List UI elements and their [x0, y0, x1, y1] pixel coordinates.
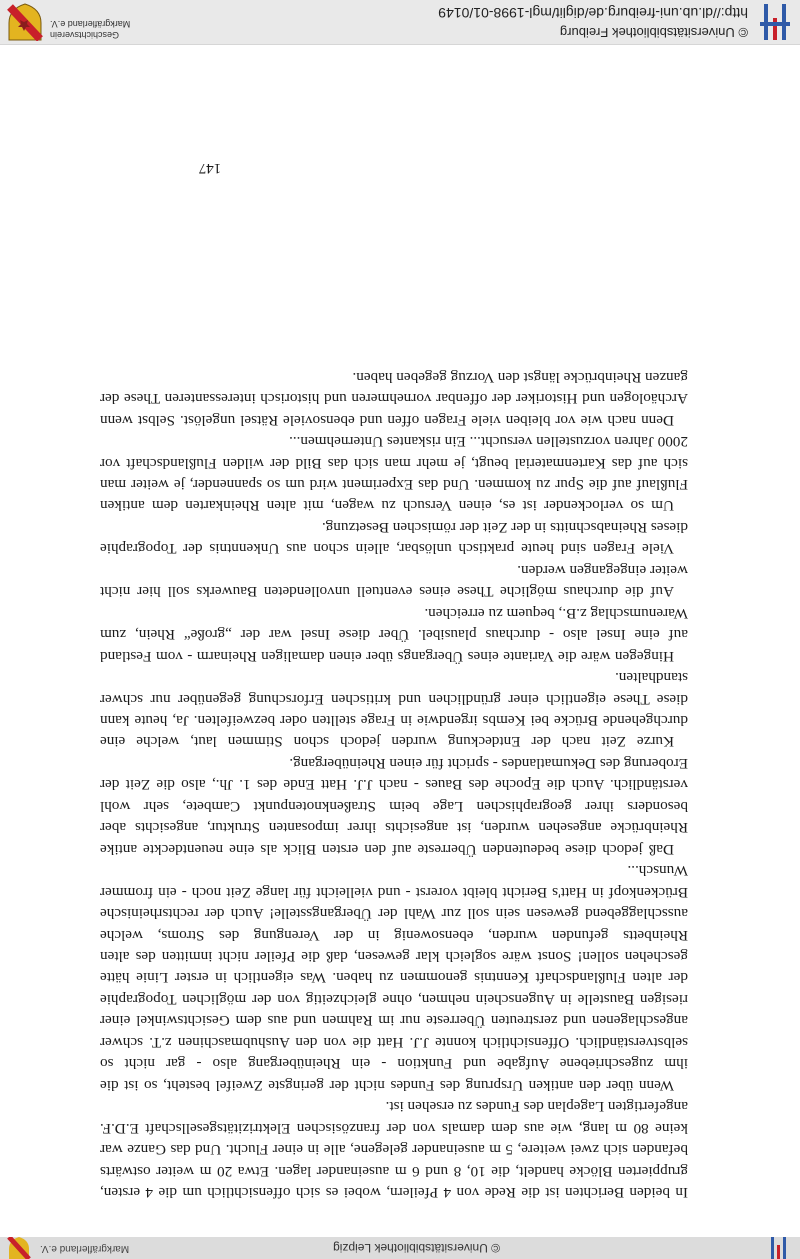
paragraph: Auf die durchaus mögliche These eines eventuell unvollendeten Bauwerks soll hier nicht weiter eingegangen werden.	[100, 561, 688, 601]
paragraph: Hingegen wäre die Variante eines Übergangs über einen damaligen Rheinarm - vom Festland auf eine Insel also - durchaus plausibel. Über diese Insel war der „große“ Rhein, zum Warenumschlag z.B., bequem zu erreichen.	[100, 604, 688, 665]
header-copyright: © Universitätsbibliothek Leipzig	[333, 1241, 500, 1255]
society-crest-icon	[6, 3, 44, 41]
header-bar	[0, 1237, 800, 1259]
article-text	[100, 366, 688, 1203]
footer-bar	[0, 0, 800, 45]
university-library-logo-icon	[760, 4, 790, 40]
paragraph: Viele Fragen sind heute praktisch unlösbar, allein schon aus Unkenntnis der Topographie dieses Rheinabschnitts in der Zeit der römischen Besetzung.	[100, 518, 688, 558]
footer-url[interactable]: http://dl.ub.uni-freiburg.de/diglit/mgl-1998-01/0149	[438, 5, 748, 21]
society-name	[50, 18, 160, 40]
library-mark-icon	[764, 1237, 788, 1259]
paragraph: Denn nach wie vor bleiben viele Fragen offen und ebensoviele Rätsel ungelöst. Selbst wenn Archäologen und Historiker der offenbar vornehmeren und historisch interessanteren These der ganzen Rheinbrücke längst den Vorzug gegeben haben.	[100, 368, 688, 429]
page-number: 147	[198, 160, 222, 176]
paragraph: Daß jedoch diese bedeutenden Überreste auf den ersten Blick als eine neuentdeckte antike Rheinbrücke angesehen wurden, ist angesichts ihrer imposanten Struktur, angesichts aber besonders ihrer geographischen Lage beim Straßenknotenpunkt Cambete, sehr wohl verständlich. Auch die Epoche des Baues - nach J.J. Hatt Ende des 1. Jh., also die Zeit der Eroberung des Dekumatlandes - spricht für einen Rheinübergang.	[100, 754, 688, 858]
crest-icon	[6, 1237, 32, 1259]
paragraph: Wenn über den antiken Ursprung des Fundes nicht der geringste Zweifel besteht, so ist die ihm zugeschriebene Aufgabe und Funktion - ein Rheinübergang also - gar nicht so selbstverständlich. Offensichtlich konnte J.J. Hatt die von den Aushubmaschinen z.T. schwer angeschlagenen und zerstreuten Überreste nur im Rahmen und aus dem Gesichtswinkel einer riesigen Baustelle in Augenschein nehmen, ohne gleichzeitig von der möglichen Topographie der alten Flußlandschaft Kenntnis genommen zu haben. Was eigentlich in erster Linie hätte geschehen sollen! Sonst wäre sogleich klar gewesen, daß die Pfeiler nicht inmitten des alten Rheinbetts gefunden wurden, ebensowenig in der Verengung des Stroms, welche ausschlaggebend gewesen sein soll zur Wahl der Übergangsstelle! Auch der rechtsrheinische Brückenkopf in Hatt's Bericht bleibt vorerst - und vielleicht für lange Zeit noch - ein frommer Wunsch...	[100, 862, 688, 1094]
society-line-1: Geschichtsverein	[50, 30, 120, 40]
paragraph: Um so verlockender ist es, einen Versuch zu wagen, mit alten Rheinkarten dem antiken Flußlauf auf die Spur zu kommen. Und das Experiment wird um so spannender, je weiter man sich auf das Kartenmaterial beugt, je mehr man sich das Bild der wilden Flußlandschaft vor 2000 Jahren vorzustellen versucht... Ein riskantes Unternehmen...	[100, 433, 688, 515]
paragraph: Kurze Zeit nach der Entdeckung wurden jedoch schon Stimmen laut, welche eine durchgehende Brücke bei Kembs irgendwie in Frage stellten oder bezweifelten. Ja, heute kann diese These eigentlich einer gründlichen und kritischen Erforschung gegenüber nur schwer standhalten.	[100, 669, 688, 751]
society-line-2: Markgräflerland e.V.	[50, 19, 131, 29]
header-society: Markgräflerland e.V.	[40, 1243, 130, 1254]
footer-copyright: © Universitätsbibliothek Freiburg	[559, 25, 748, 40]
paragraph: In beiden Berichten ist die Rede von 4 Pfeilern, wobei es sich offensichtlich um die 4 ersten, gruppierten Blöcke handelt, die 10, 8 und 6 m auseinander lagen. Etwa 20 m weiter ostwärts befanden sich zwei weitere, 5 m auseinander gelegene, alle in einer Flucht. Und das Ganze war keine 80 m lang, wie aus dem damals von der französischen Elektrizitätsgesellschaft E.D.F. angefertigten Lageplan des Fundes zu ersehen ist.	[100, 1098, 688, 1201]
